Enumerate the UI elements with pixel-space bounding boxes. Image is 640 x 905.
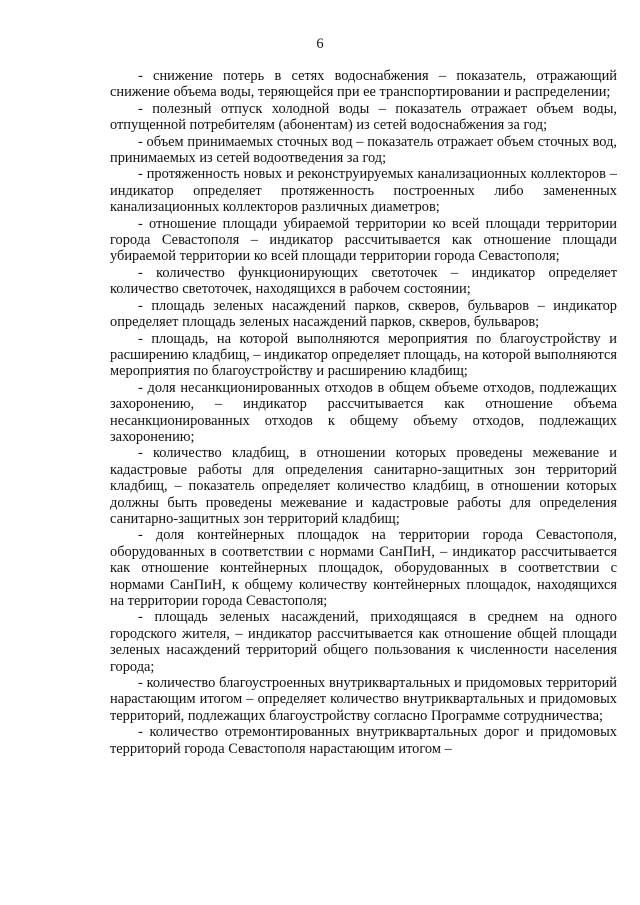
paragraph-container-sites: - доля контейнерных площадок на территории города Севастополя, оборудованных в соответствии с нормами СанПиН, – индикатор рассчитывается как отношение контейнерных площадок, оборудованных в соответствии с нормами СанПиН, к общему количеству контейнерных площадок, находящихся на территории города Севастополя; xyxy=(110,527,617,609)
paragraph-unauthorized-waste: - доля несанкционированных отходов в общем объеме отходов, подлежащих захоронению, – индикатор рассчитывается как отношение объема несанкционированных отходов к общему объему отходов, подлежащих захоронению; xyxy=(110,379,617,445)
paragraph-sewer-collectors: - протяженность новых и реконструируемых канализационных коллекторов – индикатор определяет протяженность построенных либо замененных канализационных коллекторов различных диаметров; xyxy=(110,166,617,216)
paragraph-cemetery-improvement: - площадь, на которой выполняются мероприятия по благоустройству и расширению кладбищ, – индикатор определяет площадь, на которой выполняются мероприятия по благоустройству и расширению кладбищ; xyxy=(110,330,617,380)
paragraph-water-loss: - снижение потерь в сетях водоснабжения – показатель, отражающий снижение объема воды, теряющейся при ее транспортировании и распределении; xyxy=(110,68,617,101)
paragraph-green-area-per-resident: - площадь зеленых насаждений, приходящаяся в среднем на одного городского жителя, – индикатор рассчитывается как отношение общей площади зеленых насаждений территорий общего пользования к численности населения города; xyxy=(110,609,617,675)
paragraph-wastewater-volume: - объем принимаемых сточных вод – показатель отражает объем сточных вод, принимаемых из сетей водоотведения за год; xyxy=(110,133,617,167)
paragraph-park-green-area: - площадь зеленых насаждений парков, скверов, бульваров – индикатор определяет площадь зеленых насаждений парков, скверов, бульваров; xyxy=(110,297,617,331)
paragraph-repaired-roads: - количество отремонтированных внутриквартальных дорог и придомовых территорий города Севастополя нарастающим итогом – xyxy=(110,724,617,757)
paragraph-yard-territories: - количество благоустроенных внутриквартальных и придомовых территорий нарастающим итогом – определяет количество внутриквартальных и придомовых территорий, подлежащих благоустройству согласно Программе сотрудничества; xyxy=(110,675,617,724)
page-number: 6 xyxy=(316,36,324,52)
document-body xyxy=(110,68,617,757)
paragraph-light-points: - количество функционирующих светоточек – индикатор определяет количество светоточек, находящихся в рабочем состоянии; xyxy=(110,264,617,298)
paragraph-cleaned-territory: - отношение площади убираемой территории ко всей площади территории города Севастополя – индикатор рассчитывается как отношение площади убираемой территории ко всей площади территории города Севастополя; xyxy=(110,215,617,265)
paragraph-cold-water-supply: - полезный отпуск холодной воды – показатель отражает объем воды, отпущенной потребителям (абонентам) из сетей водоснабжения за год; xyxy=(110,100,617,134)
paragraph-cemetery-surveying: - количество кладбищ, в отношении которых проведены межевание и кадастровые работы для определения санитарно-защитных зон территорий кладбищ, – показатель определяет количество кладбищ, в отношении которых должны быть проведены межевание и кадастровые работы для определения санитарно-защитных зон территорий кладбищ; xyxy=(110,445,617,527)
